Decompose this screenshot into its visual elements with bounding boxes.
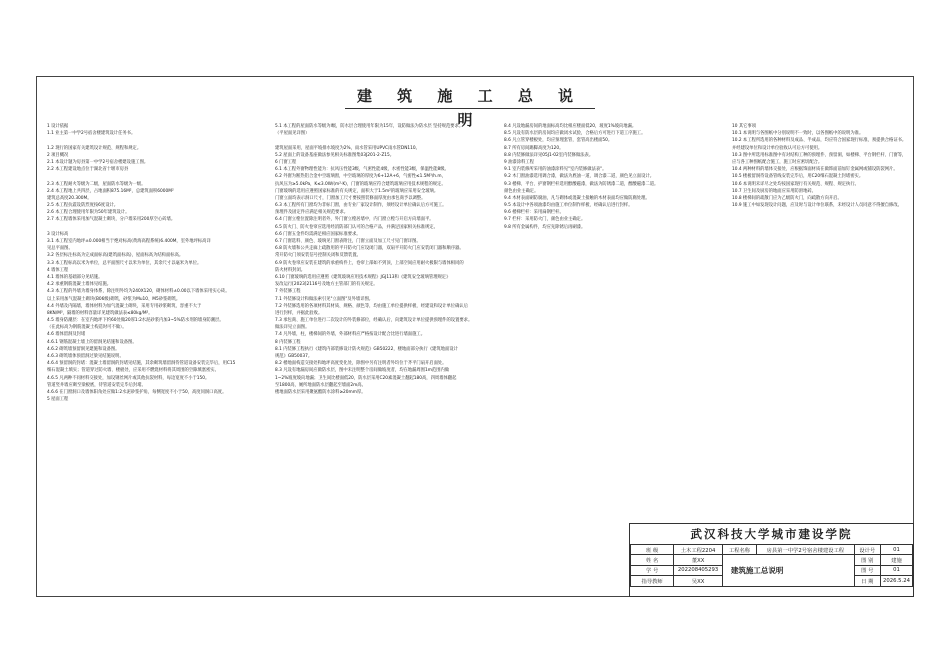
note-line: （在此标高为钢筋混凝土构造时可不做）。 [47, 325, 127, 331]
note-line: 8 内装修工程 [275, 339, 301, 345]
notes-column-4 [732, 123, 912, 209]
note-line: 6.5 防火门、防火卷帘应选用经消防部门认可的合格产品，并满足国家相关标准规定。 [275, 224, 438, 230]
note-line: 9.1 室内装修所采用的油漆涂料见"室内装修做法表"。 [504, 167, 607, 173]
note-line: 应与各工种图纸配合施工，施工时应密切配合。 [732, 159, 823, 165]
note-line: 预埋件及固定件应满足相关规范要求。 [275, 210, 349, 216]
note-line: 6.2 外窗为断热铝合金中空玻璃窗，中空玻璃的厚度为6+12A+6，气密性≤1.5M³/h.m， [275, 174, 446, 180]
note-line: 8KN/M³，隔墙的材料容量详见建筑做法表≤80kg/M²。 [47, 310, 153, 316]
note-line: 细石混凝土填实；管道穿过防火墙、楼板处，应采用不燃烧材料将其周围的空隙填塞密实。 [47, 368, 219, 374]
notes-column-1 [47, 123, 257, 403]
note-line: 门窗立面均表示洞口尺寸，门窗加工尺寸要按照装修面厚度由承包商予以调整。 [275, 195, 426, 201]
note-line: 4.3 本工程的外墙为墙身体系，除注明外均为240X120，砌体材料±0.00以下墙体采用实心砖。 [47, 289, 230, 295]
note-line: 发改运行[2023]2116号及地方主管部门的有关规定。 [275, 282, 378, 288]
notes-column-2 [275, 123, 495, 396]
note-line: 10.3 图中所选用标准图中有对结构工种的预埋件、预留洞，如楼梯、平台钢栏杆、门窗等， [732, 152, 907, 158]
name-value: 董XX [674, 555, 723, 565]
note-line: 6.8 防火墙和公共走廊上疏散用的平开防火门应设闭门器，双扇平开防火门应安装闭门器和顺序器。 [275, 246, 464, 252]
drawing-category-label: 图 别 [854, 555, 880, 565]
note-line: 楼地面防水层采用聚氨酯防水涂料≥20mm厚。 [275, 389, 366, 395]
note-line: 9.2 木门窗油漆选用调合漆，做法为底油一道，调合漆二道，颜色见立面设计。 [504, 174, 654, 180]
class-value: 土木工程2204 [674, 545, 723, 555]
note-line: 9.4 木材表面刷防腐油，凡与砌体或混凝土接触的木材表面均应做防腐处理。 [504, 195, 650, 201]
note-line: 8.7 所有房间踢脚高度为120。 [504, 145, 564, 151]
project-name-value: 房县第一中学2号宿舍楼建设工程 [757, 545, 854, 555]
advisor-label: 指导教师 [631, 576, 674, 586]
note-line: 8.3 凡设有地漏房间应做防水层，图中未注明整个房间做坡度者，均在地漏周围1m范围内做 [275, 368, 450, 374]
note-line: 6.6 门窗五金件均需满足相应国家标准要求。 [275, 231, 361, 237]
drawing-no-label: 图 号 [854, 565, 880, 575]
note-line: 9.7 栏杆：采用防火门，颜色由业主确定。 [504, 217, 586, 223]
note-line: 6.9 防火卷帘应安装在建筑的承重构件上，卷帘上部如不到顶，上部空间应用耐火极限与墙体相同的 [275, 260, 464, 266]
note-line: 5 屋面工程 [47, 397, 69, 403]
note-line: 3.2 各层标注标高为完成面标高(建筑面标高)，屋面标高为结构面标高。 [47, 253, 184, 259]
note-line: 4.6 墙体留洞及封堵 [47, 332, 86, 338]
note-line: 建筑屋面采用，屋面平坡排水坡度为2%，雨水管采用UPVC雨水管DN110。 [275, 145, 420, 151]
date-value: 2026.5.24 [880, 576, 912, 586]
note-line: 2.4 本工程地上共四层，占地面积875.16M²，总建筑面积6000M² [47, 188, 174, 194]
note-line: 9.3 楼梯、平台、护窗钢栏杆选用醇酸磁漆，做法为防锈漆二道，醇酸磁漆二道。 [504, 181, 659, 187]
name-label: 姓 名 [631, 555, 674, 565]
note-line [47, 224, 257, 231]
note-line: 抗风压为≥5.0kPa，K≤3.0W/(m²·K)，门窗的玻璃应符合建筑玻璃应用技术规程的规定。 [275, 181, 446, 187]
project-name-label: 工程名称 [722, 545, 756, 555]
date-label: 日 期 [854, 576, 880, 586]
note-line: 建筑总高度20.300M。 [47, 195, 92, 201]
note-line: 2.1 本设计题为房县第一中学2号宿舍楼建设施工图。 [47, 159, 149, 165]
student-id-value: 202208405293 [674, 565, 723, 575]
notes-column-3 [504, 123, 719, 231]
note-line: 4.6.5 凡两种不同材料交接处，加设钢丝网片或其他抗裂材料，每边宽度不小于150。 [47, 375, 210, 381]
drawing-category-value: 建施 [880, 555, 912, 565]
note-line: 9.6 楼梯栏杆：采用扁钢栏杆。 [504, 210, 564, 216]
note-line: 7 外装修工程 [275, 289, 301, 295]
note-line: 1.2 现行的国家有关建筑设计规范、规程和规定。 [47, 145, 142, 151]
note-line: 6 门窗工程 [275, 159, 297, 165]
note-line: 1~2%坡度坡向地漏；卫生间比楼面低20，防水层采用C20素混凝土翻起180高，四周墙体翻起 [275, 375, 457, 381]
note-line: 6.7 门窗选料、颜色、玻璃见门窗表附注，门窗立面及加工尺寸见门窗详图。 [275, 239, 421, 244]
note-line: 8.2 楼地面构造交接处和地坪高度变化处，除图中另有注明者外均位于齐平门扇开启面处。 [275, 361, 447, 367]
note-line: 见总平面图。 [47, 246, 73, 252]
note-line: 8.8 内装修做法详见05J1-02室内装修做法表。 [504, 152, 594, 158]
note-line: 3.1 本工程室内地坪±0.000相当于绝对标高(黄海高程系统)6.400M，室外地坪标高详 [47, 239, 211, 244]
note-line: 10.5 楼板留洞待设备管线安装完毕后，用C20细石混凝土封堵密实。 [732, 174, 864, 180]
note-line: 10.4 两种材料的墙体交接处，应根据饰面材质在做饰面前加钉金属网或铺设防裂网片。 [732, 167, 898, 173]
note-line: 10.6 本说明未详尽之处均按国家现行有关规范、规程、规定执行。 [732, 181, 859, 187]
note-line: 2.6 本工程合理使用年限为50年建筑设计。 [47, 210, 130, 216]
class-label: 班 级 [631, 545, 674, 555]
note-line: 4.5 墙身防潮层：在室内地坪下约60处做20厚1:2水泥砂浆内加3~5%防水剂的墙身防潮层。 [47, 318, 224, 324]
note-line: 4 墙体工程 [47, 267, 69, 273]
note-line: 7.4 凡外墙，柱，楼梯间的外墙，外部材料应严格按设计配合比进行墙面施工。 [275, 332, 425, 338]
note-line: 1 设计依据 [47, 124, 69, 129]
note-line: 9.5 本设计中各项油漆均由施工单位制作样板，经确认后进行封样。 [504, 203, 633, 209]
note-line: 2.2 本工程建设地点位于湖北省十堰市房县 [47, 167, 129, 173]
note-line: 7.3 承包商、施工单位进行二次设计的外装修部位，经确认后，向建筑设计单位提供预埋件的设置要求。 [275, 318, 473, 324]
school-name: 武汉科技大学城市建设学院 [630, 524, 913, 545]
note-line: 7.2 外装修选用的各项材料其材质、规格、颜色等，均由施工单位提供样板，经建设和设计单位确认后 [275, 303, 468, 309]
note-line: 9 油漆涂料工程 [504, 159, 534, 165]
note-line: 以上采用加气混凝土砌块(B06级)砌筑，砂浆为Mu10、M5砂浆砌筑。 [47, 296, 181, 302]
note-line: 防火材料封闭。 [275, 267, 306, 273]
note-line: 4.4 外墙及内隔墙，墙体材料为加气混凝土砌块，采用专用砂浆砌筑，容重不大于 [47, 303, 202, 309]
note-line: 颜色由业主确定。 [504, 188, 539, 194]
note-line: 10.8 楼梯间的疏散门应为乙级防火门，向疏散方向开启。 [732, 195, 842, 201]
note-line: 4.6.4 预留洞的封堵：混凝土墙留洞的封堵见结施，其余砌筑墙留洞待管道设备安装完毕后，用C15 [47, 361, 236, 367]
note-line: 10.1 本说明与各图纸中分别说明不一致时，以各图纸中的说明为准。 [732, 131, 864, 137]
note-line: 4.6.6 在门窗洞口及墙体阳角处应做1:2水泥砂浆护角，每侧宽度不小于50，高度同洞口高度。 [47, 389, 227, 395]
note-line: 规范》GB50037。 [275, 354, 313, 359]
note-line: 进行封样，并据此验收。 [275, 310, 323, 316]
note-line: 6.3 本工程所有门窗均为非标门窗，由专业厂家设计制作，须经设计单位确认后方可施工。 [275, 203, 447, 209]
note-line: 4.2 承重钢筋混凝土墙体见结施。 [47, 282, 112, 288]
note-line: 9.8 所有金属构件，均应先除锈后再刷漆。 [504, 224, 586, 230]
note-line: 常开防火门须安装信号控制关闭和反馈装置。 [275, 253, 361, 259]
note-line: （平屋面见详图） [275, 131, 310, 137]
note-line: 4.6.1 钢筋混凝土墙上的留洞见结施和设备图。 [47, 339, 137, 345]
note-line: 5.1 本工程的屋面防水等级为I级，防水层合理使用年限为15年，设防做法为防水层 坚持规范要求。 [275, 124, 464, 129]
note-line: 2 项目概况 [47, 152, 69, 158]
drawing-no-value: 01 [880, 565, 912, 575]
note-line: 10 其它事项 [732, 124, 757, 129]
note-line: 2.5 本工程抗震设防烈度按6度设计。 [47, 203, 119, 209]
note-line: 8.4 凡设地漏房间的地面标高均比相应楼面低20，坡度1%坡向地漏。 [504, 124, 637, 129]
note-line: 3 设计标高 [47, 231, 69, 237]
note-line: 10.9 施工中如发现设计问题，应及时与设计单位联系，未经设计人员同意不得擅自修改。 [732, 203, 902, 209]
note-line: 6.10 门窗玻璃的选用应遵照《建筑玻璃应用技术规程》JGJ113和《建筑安全玻璃管理规定》 [275, 274, 451, 280]
title-block-table [630, 544, 913, 587]
note-line: 3.3 本工程标高以米为单位，总平面图尺寸以米为单位，其余尺寸以毫米为单位。 [47, 260, 202, 266]
document-title: 建 筑 施 工 总 说 明 [345, 84, 595, 109]
note-line: 8.6 凡立管穿楼板处，均应预埋套管，套管高出楼面50。 [504, 138, 613, 144]
note-line: 2.7 本工程墙体采用加气混凝土砌块，分户墙采用200厚空心砖墙。 [47, 217, 176, 223]
note-line: 并经建设单位和设计单位验收认可后方可使用。 [732, 145, 823, 151]
note-line: 8.1 内装修工程执行《建筑内部装修设计防火规范》GB50222，楼地面部分执行《建筑地面设计 [275, 346, 458, 352]
note-line: 至1800高，厕所地面防水层翻起至墙面2m高。 [275, 382, 366, 388]
note-line: 做法详见立面图。 [275, 325, 310, 331]
note-line: 门窗玻璃的选用应遵照国家标准的有关规定，面积大于1.5m²的玻璃应采用安全玻璃。 [275, 188, 439, 194]
note-line: 5.2 屋面上的设备基座做法参见相关标准图集03J201-2-Z15。 [275, 152, 395, 158]
design-no-label: 设计号 [854, 545, 880, 555]
note-line: 4.6.3 砌筑墙体预留洞过梁见结施说明。 [47, 354, 124, 359]
note-line: 6.4 门窗立樘位置除注明者外，外门窗立樘居墙中，内门窗立樘与开启方向墙面平。 [275, 217, 434, 223]
student-id-label: 学 号 [631, 565, 674, 575]
note-line: 管道竖井墙应砌至梁板底，待管道安装完毕后封堵。 [47, 382, 146, 388]
drawing-title: 建筑施工总说明 [722, 555, 854, 586]
title-block [629, 523, 914, 597]
note-line: 10.7 卫生间及厨房的地面应采用防滑地砖。 [732, 188, 816, 194]
note-line: 1.1 业主第一中学2号宿舍楼建筑设计任务书。 [47, 131, 136, 137]
note-line [47, 137, 257, 144]
note-line: 2.3 本工程耐火等级为二级，屋面防水等级为一级。 [47, 181, 146, 187]
advisor-value: 吴XX [674, 576, 723, 586]
note-line: 6.1 本工程外窗物理性能为：抗风压性能3级，气密性能4级，水密性能3级，保温性能8级。 [275, 167, 449, 173]
note-line: 4.6.2 砌筑墙预留洞见建施和设备图。 [47, 346, 120, 352]
note-line [275, 137, 495, 144]
design-no-value: 01 [880, 545, 912, 555]
note-line: 8.5 凡设有防水层的房间均应做闭水试验，合格后方可进行下道工序施工。 [504, 131, 646, 137]
note-line: 10.2 本工程所选用的各种材料及成品、半成品，均应符合国家现行标准，须提供合格证书。 [732, 138, 907, 144]
note-line [47, 173, 257, 180]
note-line: 7.1 外装修设计和做法索引见"立面图"及外墙详图。 [275, 296, 374, 302]
note-line: 4.1 墙体的基础部分见结施。 [47, 274, 103, 280]
